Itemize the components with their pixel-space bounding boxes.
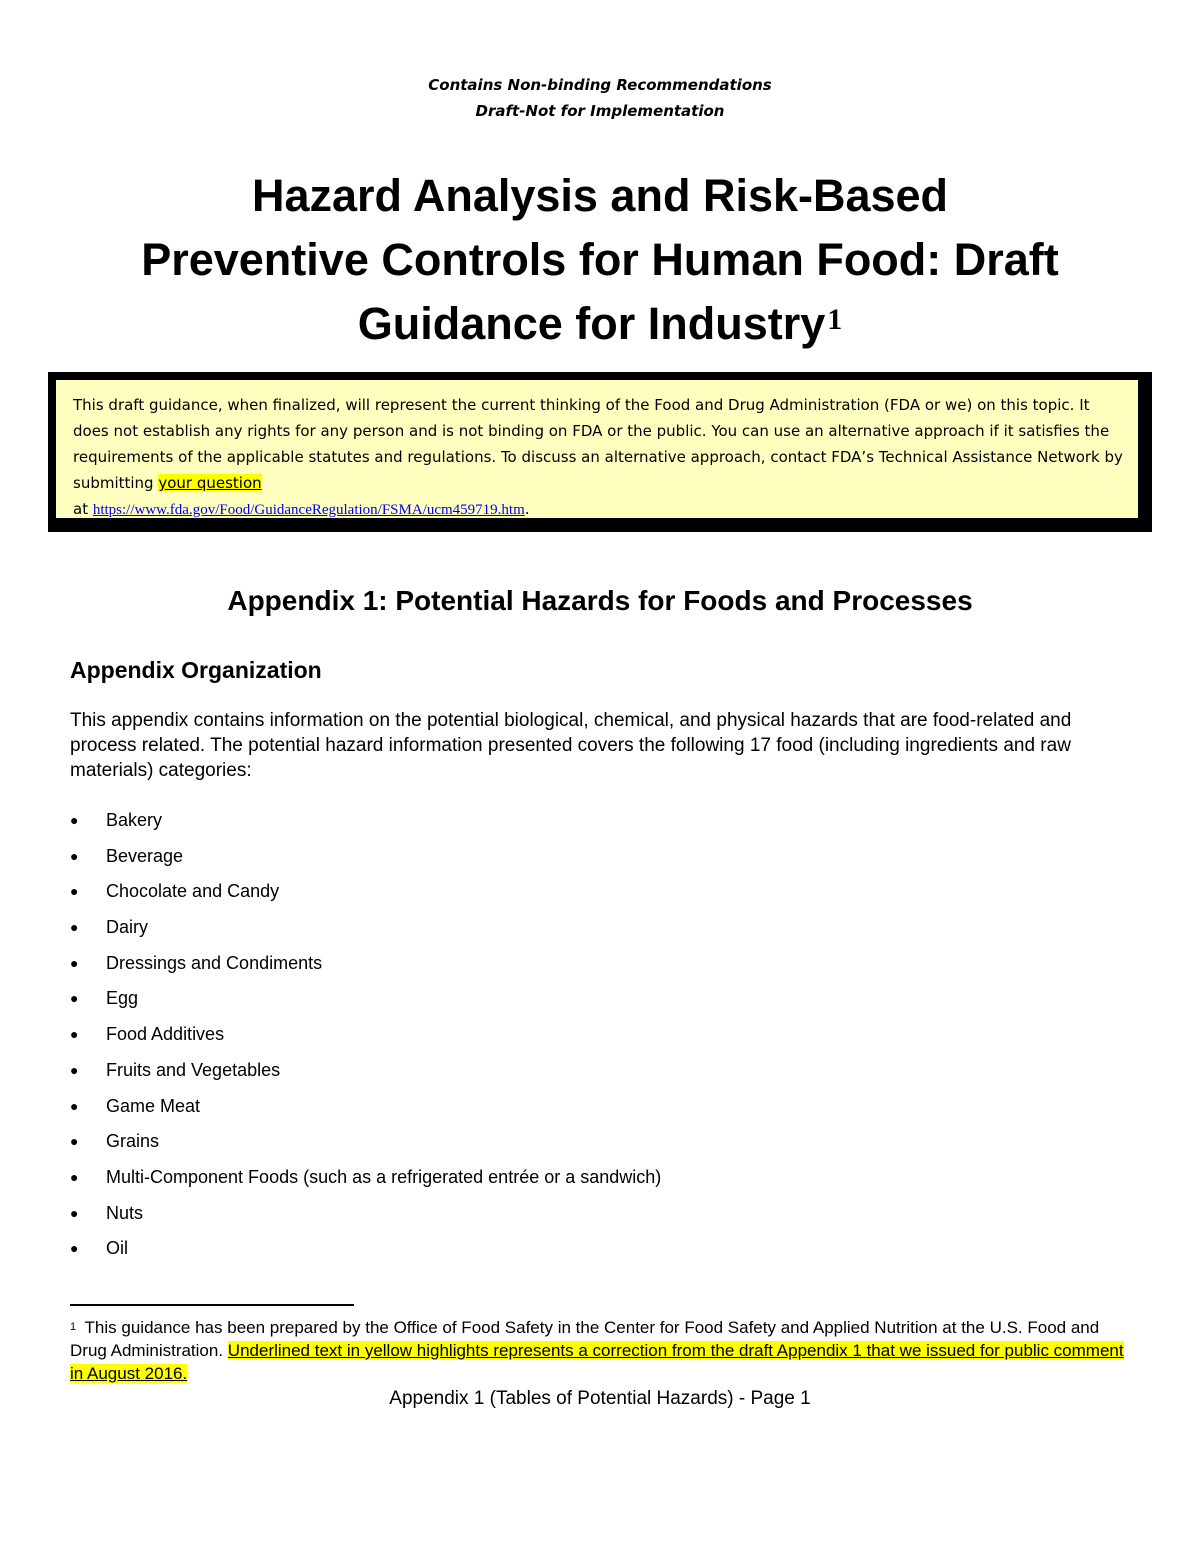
list-item	[70, 980, 661, 1016]
footnote-text: This guidance has been prepared by the Office of Food Safety in the Center for Food Safety and Applied Nutrition at the U.S. Food and Drug Administration.	[70, 1318, 1100, 1360]
list-item-label: Beverage	[106, 845, 184, 866]
list-item	[70, 802, 661, 838]
bullet-icon: ●	[70, 883, 79, 900]
bullet-icon: ●	[70, 847, 79, 864]
list-item	[70, 1230, 661, 1266]
bullet-icon: ●	[70, 1097, 79, 1114]
bullet-icon: ●	[70, 1061, 79, 1078]
document-header	[0, 72, 1200, 124]
bullet-icon: ●	[70, 812, 79, 828]
intro-paragraph: This appendix contains information on the potential biological, chemical, and physical hazards that are food-related and process related. The potential hazard information presented covers the following 17 food (including ingredients and raw materials) categories:	[70, 710, 1072, 781]
list-item-label: Bakery	[106, 810, 163, 830]
fda-guidance-link[interactable]: https://www.fda.gov/Food/GuidanceRegulation/FSMA/ucm459719.htm	[92, 502, 525, 518]
list-item-label: Nuts	[106, 1202, 144, 1223]
list-item	[70, 1052, 661, 1088]
list-item-label: Game Meat	[106, 1095, 201, 1116]
appendix-title: Appendix 1: Potential Hazards for Foods and Processes	[227, 585, 973, 616]
bullet-icon: ●	[70, 990, 79, 1007]
bullet-icon: ●	[70, 1204, 79, 1221]
list-item	[70, 909, 661, 945]
page-footer: Appendix 1 (Tables of Potential Hazards) - Page 1	[389, 1388, 811, 1409]
bullet-icon: ●	[70, 1240, 79, 1257]
list-item-label: Food Additives	[106, 1024, 225, 1045]
list-item-label: Oil	[106, 1238, 128, 1259]
title-line-1: Hazard Analysis and Risk-Based	[251, 170, 949, 221]
bullet-icon: ●	[70, 1026, 79, 1043]
disclaimer-at: at	[73, 500, 93, 518]
bullet-icon: ●	[70, 1168, 79, 1185]
list-item	[70, 1195, 661, 1231]
list-item-label: Multi-Component Foods (such as a refrigerated entrée or a sandwich)	[106, 1166, 662, 1187]
disclaimer-text: This draft guidance, when finalized, will represent the current thinking of the Food and Drug Administration (FDA or we) on this topic. It does not establish any rights for any person and is not binding on FDA or the public. You can use an alternative approach if it satisfies the requirements of the applicable statutes and regulations. To discuss an alternative approach, contact FDA’s Technical Assistance Network by submitting	[73, 396, 1123, 492]
disclaimer-content	[56, 380, 1138, 518]
title-line-3-text: Guidance for Industry	[357, 298, 826, 349]
list-item-label: Fruits and Vegetables	[106, 1059, 281, 1080]
footnote-divider	[70, 1304, 354, 1306]
document-title	[60, 164, 1140, 356]
list-item	[70, 1088, 661, 1124]
list-item-label: Dairy	[106, 917, 149, 938]
footnote	[70, 1316, 1140, 1385]
disclaimer-box	[48, 372, 1152, 532]
disclaimer-end: .	[524, 500, 530, 518]
list-item	[70, 1159, 661, 1195]
title-footnote-ref[interactable]: 1	[827, 303, 843, 336]
footnote-marker: 1	[70, 1321, 77, 1333]
nonbinding-note: Contains Non-binding Recommendations	[428, 76, 772, 94]
list-item	[70, 1123, 661, 1159]
your-question-link[interactable]: your question	[158, 474, 262, 492]
bullet-icon: ●	[70, 919, 79, 936]
footnote-highlight: Underlined text in yellow highlights represents a correction from the draft Appendix 1 that we issued for public comment in August 2016.	[70, 1341, 1124, 1383]
draft-note: Draft-Not for Implementation	[475, 102, 725, 120]
title-line-2: Preventive Controls for Human Food: Draft	[141, 234, 1059, 285]
title-line-3	[60, 292, 1140, 356]
list-item-label: Dressings and Condiments	[106, 952, 323, 973]
section-heading: Appendix Organization	[70, 657, 322, 683]
food-category-list	[70, 802, 661, 1266]
list-item-label: Grains	[106, 1131, 160, 1152]
bullet-icon: ●	[70, 1133, 79, 1150]
list-item	[70, 1016, 661, 1052]
list-item	[70, 873, 661, 909]
list-item	[70, 838, 661, 874]
bullet-icon: ●	[70, 954, 79, 971]
list-item-label: Chocolate and Candy	[106, 881, 280, 902]
list-item	[70, 945, 661, 981]
list-item-label: Egg	[106, 988, 139, 1009]
